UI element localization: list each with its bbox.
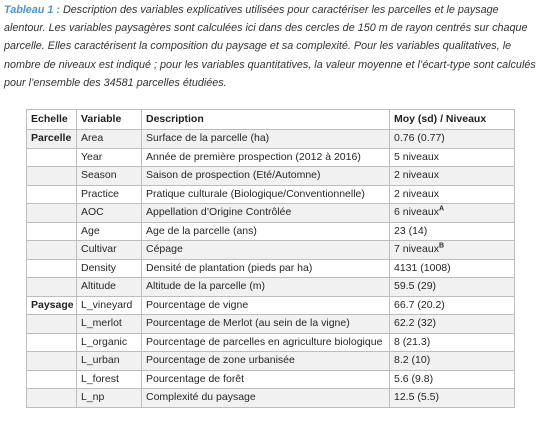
variables-table — [26, 109, 515, 408]
cell-value-text: 6 niveaux — [394, 206, 439, 218]
cell-description: Saison de prospection (Eté/Automne) — [142, 167, 390, 186]
cell-value-text: 8.2 (10) — [394, 354, 431, 366]
cell-value-text: 59.5 (29) — [394, 280, 437, 292]
header-value: Moy (sd) / Niveaux — [390, 110, 515, 130]
cell-value — [390, 259, 515, 278]
table-row — [27, 204, 515, 223]
cell-value — [390, 333, 515, 352]
table-header — [27, 110, 515, 130]
cell-value-text: 5.6 (9.8) — [394, 372, 434, 385]
cell-description: Surface de la parcelle (ha) — [142, 130, 390, 149]
cell-value-text: 8 (21.3) — [394, 335, 431, 348]
table-row — [27, 389, 515, 408]
cell-variable: Year — [77, 148, 142, 167]
caption-label: Tableau 1 : — [4, 4, 60, 16]
cell-value-text: 66.7 (20.2) — [394, 298, 445, 311]
cell-value — [390, 241, 515, 260]
cell-description: Complexité du paysage — [142, 389, 390, 408]
cell-description: Pourcentage de Merlot (au sein de la vigne) — [142, 315, 390, 334]
cell-scale — [27, 204, 77, 223]
cell-description: Cépage — [142, 241, 390, 260]
header-variable: Variable — [77, 110, 142, 130]
cell-variable: Density — [77, 259, 142, 278]
cell-scale: Paysage — [27, 296, 77, 315]
cell-scale — [27, 370, 77, 389]
table-row — [27, 130, 515, 149]
footnote-marker: A — [438, 205, 445, 213]
cell-value — [390, 296, 515, 315]
table-row — [27, 352, 515, 371]
cell-value — [390, 204, 515, 223]
cell-scale — [27, 315, 77, 334]
cell-variable: Practice — [77, 185, 142, 204]
header-row — [27, 110, 515, 130]
cell-scale — [27, 241, 77, 260]
cell-scale — [27, 185, 77, 204]
table-body — [27, 130, 515, 408]
cell-scale — [27, 389, 77, 408]
cell-variable: L_np — [77, 389, 142, 408]
cell-description: Appellation d’Origine Contrôlée — [142, 204, 390, 223]
cell-variable: Cultivar — [77, 241, 142, 260]
cell-description: Année de première prospection (2012 à 2016) — [142, 148, 390, 167]
cell-value — [390, 352, 515, 371]
cell-value-text: 7 niveaux — [394, 243, 439, 255]
table-row — [27, 333, 515, 352]
cell-scale — [27, 352, 77, 371]
cell-variable: L_urban — [77, 352, 142, 371]
cell-value — [390, 370, 515, 389]
cell-scale — [27, 222, 77, 241]
cell-variable: AOC — [77, 204, 142, 223]
footnote-marker: B — [438, 242, 445, 250]
cell-value-text: 0.76 (0.77) — [394, 132, 445, 144]
cell-description: Pourcentage de vigne — [142, 296, 390, 315]
cell-value — [390, 389, 515, 408]
cell-value-text: 4131 (1008) — [394, 261, 451, 274]
cell-value — [390, 148, 515, 167]
cell-value-text: 5 niveaux — [394, 150, 439, 163]
cell-scale — [27, 278, 77, 297]
cell-value — [390, 130, 515, 149]
cell-scale — [27, 148, 77, 167]
cell-scale — [27, 167, 77, 186]
cell-value — [390, 222, 515, 241]
cell-variable: Season — [77, 167, 142, 186]
cell-description: Pratique culturale (Biologique/Conventionnelle) — [142, 185, 390, 204]
cell-description: Pourcentage de zone urbanisée — [142, 352, 390, 371]
header-description: Description — [142, 110, 390, 130]
table-caption — [4, 1, 536, 92]
cell-variable: L_merlot — [77, 315, 142, 334]
table-row — [27, 148, 515, 167]
cell-variable: Altitude — [77, 278, 142, 297]
table-row — [27, 259, 515, 278]
table-row — [27, 241, 515, 260]
cell-value-text: 2 niveaux — [394, 169, 439, 181]
cell-value — [390, 167, 515, 186]
cell-description: Densité de plantation (pieds par ha) — [142, 259, 390, 278]
table-row — [27, 167, 515, 186]
table-row — [27, 315, 515, 334]
cell-scale — [27, 333, 77, 352]
cell-description: Pourcentage de parcelles en agriculture biologique — [142, 333, 390, 352]
cell-value-text: 62.2 (32) — [394, 317, 437, 329]
variables-table-container — [26, 109, 514, 408]
cell-value-text: 2 niveaux — [394, 187, 439, 200]
table-row — [27, 185, 515, 204]
table-row — [27, 296, 515, 315]
table-row — [27, 370, 515, 389]
cell-value — [390, 315, 515, 334]
cell-value — [390, 185, 515, 204]
cell-value-text: 12.5 (5.5) — [394, 391, 439, 403]
cell-scale: Parcelle — [27, 130, 77, 149]
cell-scale — [27, 259, 77, 278]
cell-variable: Age — [77, 222, 142, 241]
cell-variable: L_vineyard — [77, 296, 142, 315]
table-row — [27, 222, 515, 241]
cell-variable: L_forest — [77, 370, 142, 389]
cell-variable: L_organic — [77, 333, 142, 352]
cell-description: Altitude de la parcelle (m) — [142, 278, 390, 297]
caption-text: Description des variables explicatives utilisées pour caractériser les parcelles et le paysage alentour. Les variables paysagères sont calculées ici dans des cercles de 150 m de rayon centrés sur chaque parcelle. Elles caractérisent la composition du paysage et sa complexité. Pour les variables qualitatives, le nombre de niveaux est indiqué ; pour les variables quantitatives, la valeur moyenne et l’écart-type sont calculés pour l’ensemble des 34581 parcelles étudiées. — [4, 4, 536, 89]
cell-description: Age de la parcelle (ans) — [142, 222, 390, 241]
table-row — [27, 278, 515, 297]
header-echelle: Echelle — [27, 110, 77, 130]
cell-value — [390, 278, 515, 297]
cell-variable: Area — [77, 130, 142, 149]
cell-description: Pourcentage de forêt — [142, 370, 390, 389]
cell-value-text: 23 (14) — [394, 224, 428, 237]
